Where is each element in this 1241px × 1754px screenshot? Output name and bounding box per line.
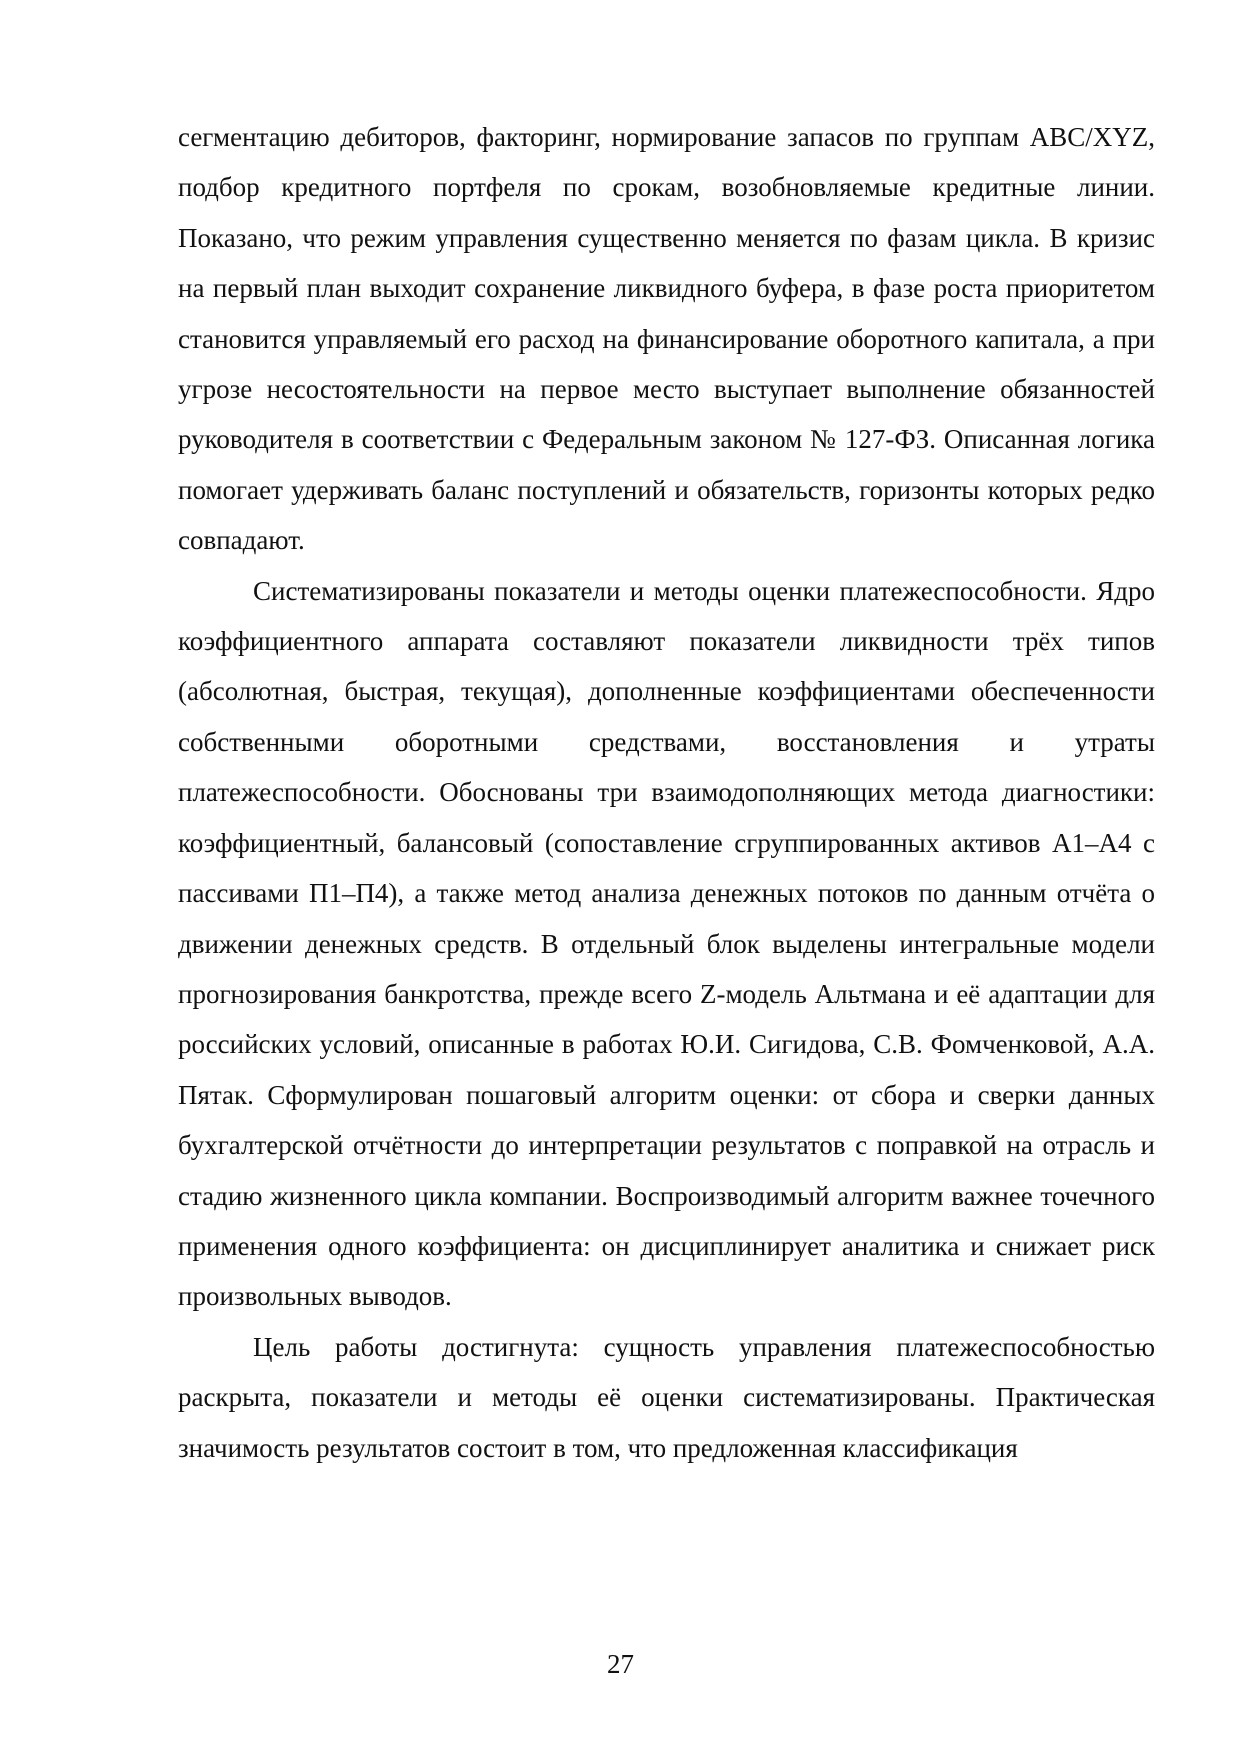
paragraph-goal-achieved: Цель работы достигнута: сущность управления платежеспособностью раскрыта, показатели и методы её оценки систематизированы. Практическая значимость результатов состоит в том, что предложенная классификация: [178, 1331, 1155, 1463]
paragraph-continuation: сегментацию дебиторов, факторинг, нормирование запасов по группам ABC/XYZ, подбор кредитного портфеля по срокам, возобновляемые кредитные линии. Показано, что режим управления существенно меняется по фазам цикла. В кризис на первый план выходит сохранение ликвидного буфера, в фазе роста приоритетом становится управляемый его расход на финансирование оборотного капитала, а при угрозе несостоятельности на первое место выступает выполнение обязанностей руководителя в соответствии с Федеральным законом № 127-ФЗ. Описанная логика помогает удерживать баланс поступлений и обязательств, горизонты которых редко совпадают.: [178, 122, 1155, 556]
paragraph-indicators-methods: Систематизированы показатели и методы оценки платежеспособности. Ядро коэффициентного аппарата составляют показатели ликвидности трёх типов (абсолютная, быстрая, текущая), дополненные коэффициентами обеспеченности собственными оборотными средствами, восстановления и утраты платежеспособности. Обоснованы три взаимодополняющих метода диагностики: коэффициентный, балансовый (сопоставление сгруппированных активов А1–А4 с пассивами П1–П4), а также метод анализа денежных потоков по данным отчёта о движении денежных средств. В отдельный блок выделены интегральные модели прогнозирования банкротства, прежде всего Z-модель Альтмана и её адаптации для российских условий, описанные в работах Ю.И. Сигидова, С.В. Фомченковой, А.А. Пятак. Сформулирован пошаговый алгоритм оценки: от сбора и сверки данных бухгалтерской отчётности до интерпретации результатов с поправкой на отрасль и стадию жизненного цикла компании. Воспроизводимый алгоритм важнее точечного применения одного коэффициента: он дисциплинирует аналитика и снижает риск произвольных выводов.: [178, 575, 1155, 1312]
page-number: 27: [607, 1649, 634, 1679]
page-body: [178, 112, 1155, 1473]
